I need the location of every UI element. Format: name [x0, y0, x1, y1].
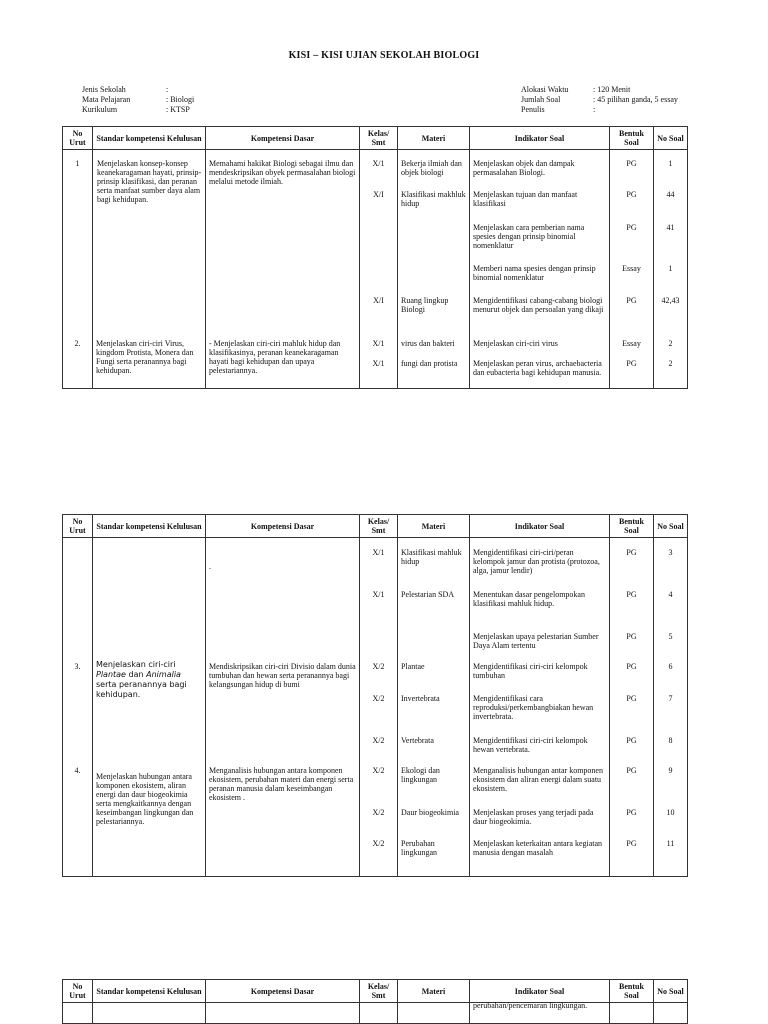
no-soal-text: 11: [666, 839, 675, 848]
header-kompetensi: Kompetensi Dasar: [206, 127, 360, 150]
no-soal-text: 1: [668, 159, 673, 168]
header-materi: Materi: [398, 980, 470, 1003]
bentuk-text: PG: [626, 190, 637, 199]
col-standar: [93, 538, 206, 877]
indikator-text: Mengidentifikasi ciri-ciri/peran kelompok jamur dan protista (protozoa, alga, jamur lendir): [473, 548, 600, 575]
table-body-row: [63, 538, 688, 877]
header-kompetensi: Kompetensi Dasar: [206, 515, 360, 538]
bentuk-text: PG: [626, 159, 637, 168]
col-no-soal: [654, 1003, 688, 1024]
header-kompetensi: Kompetensi Dasar: [206, 980, 360, 1003]
header-bentuk: Bentuk Soal: [610, 515, 654, 538]
materi-text: fungi dan protista: [401, 359, 458, 368]
document-title: KISI – KISI UJIAN SEKOLAH BIOLOGI: [288, 50, 480, 61]
meta-key: Alokasi Waktu: [521, 85, 569, 94]
no-soal-text: 4: [668, 590, 673, 599]
kelas-text: X/2: [372, 736, 385, 745]
header-no-soal: No Soal: [654, 515, 688, 538]
col-indikator: [470, 150, 610, 389]
row-number: 2.: [74, 339, 81, 348]
no-soal-text: 10: [666, 808, 675, 817]
materi-text: Pelestarian SDA: [401, 590, 455, 599]
col-no-urut: [63, 150, 93, 389]
table-header-row: [63, 980, 688, 1003]
table-body-row: [63, 150, 688, 389]
col-indikator: [470, 1003, 610, 1024]
kisi-table-2: [62, 514, 688, 877]
no-soal-text: 2: [668, 359, 673, 368]
header-no-urut: No Urut: [63, 980, 93, 1003]
no-soal-text: 5: [668, 632, 673, 641]
meta-value: : 45 pilihan ganda, 5 essay: [593, 95, 678, 104]
header-standar: Standar kompetensi Kelulusan: [93, 515, 206, 538]
bentuk-text: PG: [626, 548, 637, 557]
indikator-text: Mengidentifikasi ciri-ciri kelompok tumbuhan: [473, 662, 588, 680]
col-indikator: [470, 538, 610, 877]
header-materi: Materi: [398, 127, 470, 150]
header-materi: Materi: [398, 515, 470, 538]
materi-text: Klasifikasi mahluk hidup: [401, 548, 462, 566]
indikator-text: Memberi nama spesies dengan prinsip binomial nomenklatur: [473, 264, 596, 282]
meta-key: Mata Pelajaran: [82, 95, 131, 104]
header-kelas: Kelas/ Smt: [360, 980, 398, 1003]
table-header-row: [63, 127, 688, 150]
indikator-text: Menjelaskan proses yang terjadi pada daur biogeokimia.: [473, 808, 594, 826]
meta-value: :: [593, 105, 596, 114]
col-kelas: [360, 150, 398, 389]
indikator-text: Mengidentifikasi cara reproduksi/perkembangbiakan hewan invertebrata.: [473, 694, 594, 721]
indikator-text: Menganalisis hubungan antar komponen ekosistem dan aliran energi dalam suatu ekosistem.: [473, 766, 603, 793]
header-no-soal: No Soal: [654, 980, 688, 1003]
materi-text: Vertebrata: [401, 736, 434, 745]
meta-key: Jenis Sekolah: [82, 85, 126, 94]
kelas-text: X/2: [372, 766, 385, 775]
indikator-text: Menjelaskan keterkaitan antara kegiatan manusia dengan masalah: [473, 839, 603, 857]
kompetensi-text: - Menjelaskan ciri-ciri mahluk hidup dan klasifikasinya, peranan keanekaragaman hayati bagi kehidupan dan upaya pelestariannya.: [209, 339, 341, 375]
col-no-urut: [63, 1003, 93, 1024]
bentuk-text: PG: [626, 766, 637, 775]
row-number: 1: [75, 159, 80, 168]
taxon-plantae: Plantae: [96, 670, 126, 679]
header-no-urut: No Urut: [63, 515, 93, 538]
indikator-text: Mengidentifikasi ciri-ciri kelompok hewan vertebrata.: [473, 736, 588, 754]
kelas-text: X/2: [372, 808, 385, 817]
standar-text-part: Menjelaskan ciri-ciri: [96, 660, 176, 669]
materi-text: Perubahan lingkungan: [401, 839, 437, 857]
materi-text: virus dan bakteri: [401, 339, 455, 348]
kelas-text: X/2: [372, 662, 385, 671]
header-standar: Standar kompetensi Kelulusan: [93, 127, 206, 150]
col-standar: [93, 150, 206, 389]
dot-mark: .: [209, 562, 211, 571]
materi-text: Bekerja ilmiah dan objek biologi: [401, 159, 462, 177]
kelas-text: X/2: [372, 839, 385, 848]
kelas-text: X/1: [372, 159, 385, 168]
indikator-text: Menjelaskan upaya pelestarian Sumber Daya Alam tertentu: [473, 632, 599, 650]
kompetensi-text: Mendiskripsikan ciri-ciri Divisio dalam dunia tumbuhan dan hewan serta peranannya bagi kelangsungan hidup di bumi: [209, 662, 356, 689]
row-number: 4.: [74, 766, 81, 775]
standar-text: Menjelaskan ciri-ciri Virus, kingdom Protista, Monera dan Fungi serta peranannya bagi kehidupan.: [96, 339, 194, 375]
bentuk-text: PG: [626, 632, 637, 641]
col-bentuk: [610, 150, 654, 389]
kompetensi-text: Memahami hakikat Biologi sebagai ilmu dan mendeskripsikan obyek permasalahan biologi melalui metode ilmiah.: [209, 159, 356, 186]
col-kompetensi: [206, 538, 360, 877]
kisi-table-1: [62, 126, 688, 389]
no-soal-text: 3: [668, 548, 673, 557]
bentuk-text: PG: [626, 359, 637, 368]
kelas-text: X/1: [372, 590, 385, 599]
materi-text: Ruang lingkup Biologi: [401, 296, 449, 314]
kelas-text: X/1: [372, 359, 385, 368]
no-soal-text: 7: [668, 694, 673, 703]
no-soal-text: 8: [668, 736, 673, 745]
header-kelas: Kelas/ Smt: [360, 515, 398, 538]
bentuk-text: PG: [626, 296, 637, 305]
standar-text: Menjelaskan konsep-konsep keanekaragaman hayati, prinsip-prinsip klasifikasi, dan peranan serta manfaat sumber daya alam bagi kehidupan.: [97, 159, 202, 204]
materi-text: Plantae: [401, 662, 425, 671]
col-no-soal: [654, 538, 688, 877]
header-no-soal: No Soal: [654, 127, 688, 150]
meta-value: : Biologi: [166, 95, 195, 104]
meta-left: [82, 85, 194, 115]
no-soal-text: 9: [668, 766, 673, 775]
bentuk-text: PG: [626, 694, 637, 703]
materi-text: Klasifikasi makhluk hidup: [401, 190, 466, 208]
no-soal-text: 42,43: [661, 296, 680, 305]
table-header-row: [63, 515, 688, 538]
header-indikator: Indikator Soal: [470, 515, 610, 538]
no-soal-text: 2: [668, 339, 673, 348]
kelas-text: X/1: [372, 339, 385, 348]
col-no-soal: [654, 150, 688, 389]
materi-text: Invertebrata: [401, 694, 440, 703]
header-standar: Standar kompetensi Kelulusan: [93, 980, 206, 1003]
bentuk-text: Essay: [622, 264, 641, 273]
meta-key: Jumlah Soal: [521, 95, 561, 104]
meta-row-alokasi-waktu: [521, 85, 678, 95]
bentuk-text: Essay: [622, 339, 641, 348]
meta-right: [521, 85, 678, 115]
bentuk-text: PG: [626, 736, 637, 745]
kelas-text: X/I: [373, 190, 384, 199]
col-kelas: [360, 538, 398, 877]
indikator-text: perubahan/pencemaran lingkungan.: [473, 1001, 588, 1010]
no-soal-text: 44: [666, 190, 675, 199]
meta-key: Penulis: [521, 105, 545, 114]
header-bentuk: Bentuk Soal: [610, 980, 654, 1003]
meta-value: : KTSP: [166, 105, 190, 114]
bentuk-text: PG: [626, 590, 637, 599]
no-soal-text: 41: [666, 223, 675, 232]
meta-key: Kurikulum: [82, 105, 118, 114]
indikator-text: Menjelaskan ciri-ciri virus: [473, 339, 558, 348]
col-materi: [398, 150, 470, 389]
table-body-row: [63, 1003, 688, 1024]
meta-row-jenis-sekolah: [82, 85, 194, 95]
col-kompetensi: [206, 1003, 360, 1024]
indikator-text: Menjelaskan objek dan dampak permasalahan Biologi.: [473, 159, 575, 177]
bentuk-text: PG: [626, 808, 637, 817]
header-indikator: Indikator Soal: [470, 127, 610, 150]
col-bentuk: [610, 1003, 654, 1024]
header-kelas: Kelas/ Smt: [360, 127, 398, 150]
taxon-animalia: Animalia: [146, 670, 181, 679]
col-materi: [398, 1003, 470, 1024]
meta-row-penulis: [521, 105, 678, 115]
kisi-table-3: [62, 979, 688, 1024]
header-indikator: Indikator Soal: [470, 980, 610, 1003]
indikator-text: Menjelaskan cara pemberian nama spesies dengan prinsip binomial nomenklatur: [473, 223, 585, 250]
row-number: 3.: [74, 662, 81, 671]
indikator-text: Menjelaskan peran virus, archaebacteria dan eubacteria bagi kehidupan manusia.: [473, 359, 602, 377]
materi-text: Daur biogeokimia: [401, 808, 459, 817]
bentuk-text: PG: [626, 839, 637, 848]
no-soal-text: 6: [668, 662, 673, 671]
col-kompetensi: [206, 150, 360, 389]
col-standar: [93, 1003, 206, 1024]
col-no-urut: [63, 538, 93, 877]
meta-row-jumlah-soal: [521, 95, 678, 105]
header-no-urut: No Urut: [63, 127, 93, 150]
standar-text-part: dan: [128, 670, 144, 679]
kompetensi-text: Menganalisis hubungan antara komponen ekosistem, perubahan materi dan energi serta peranan manusia dalam keseimbangan ekosistem .: [209, 766, 354, 802]
meta-row-mata-pelajaran: [82, 95, 194, 105]
standar-text: [96, 660, 202, 700]
meta-value: :: [166, 85, 169, 94]
kelas-text: X/1: [372, 548, 385, 557]
indikator-text: Menjelaskan tujuan dan manfaat klasifikasi: [473, 190, 578, 208]
materi-text: Ekologi dan lingkungan: [401, 766, 440, 784]
col-kelas: [360, 1003, 398, 1024]
indikator-text: Mengidentifikasi cabang-cabang biologi menurut objek dan persoalan yang dikaji: [473, 296, 604, 314]
bentuk-text: PG: [626, 223, 637, 232]
col-bentuk: [610, 538, 654, 877]
kelas-text: X/I: [373, 296, 384, 305]
header-bentuk: Bentuk Soal: [610, 127, 654, 150]
col-materi: [398, 538, 470, 877]
standar-text-part: serta peranannya bagi kehidupan.: [96, 680, 187, 699]
no-soal-text: 1: [668, 264, 673, 273]
kelas-text: X/2: [372, 694, 385, 703]
meta-row-kurikulum: [82, 105, 194, 115]
meta-value: : 120 Menit: [593, 85, 631, 94]
bentuk-text: PG: [626, 662, 637, 671]
indikator-text: Menentukan dasar pengelompokan klasifikasi mahluk hidup.: [473, 590, 585, 608]
standar-text: Menjelaskan hubungan antara komponen ekosistem, aliran energi dan daur biogeokimia serta mengkaitkannya dengan keseimbangan lingkungan dan pelestariannya.: [96, 772, 194, 826]
